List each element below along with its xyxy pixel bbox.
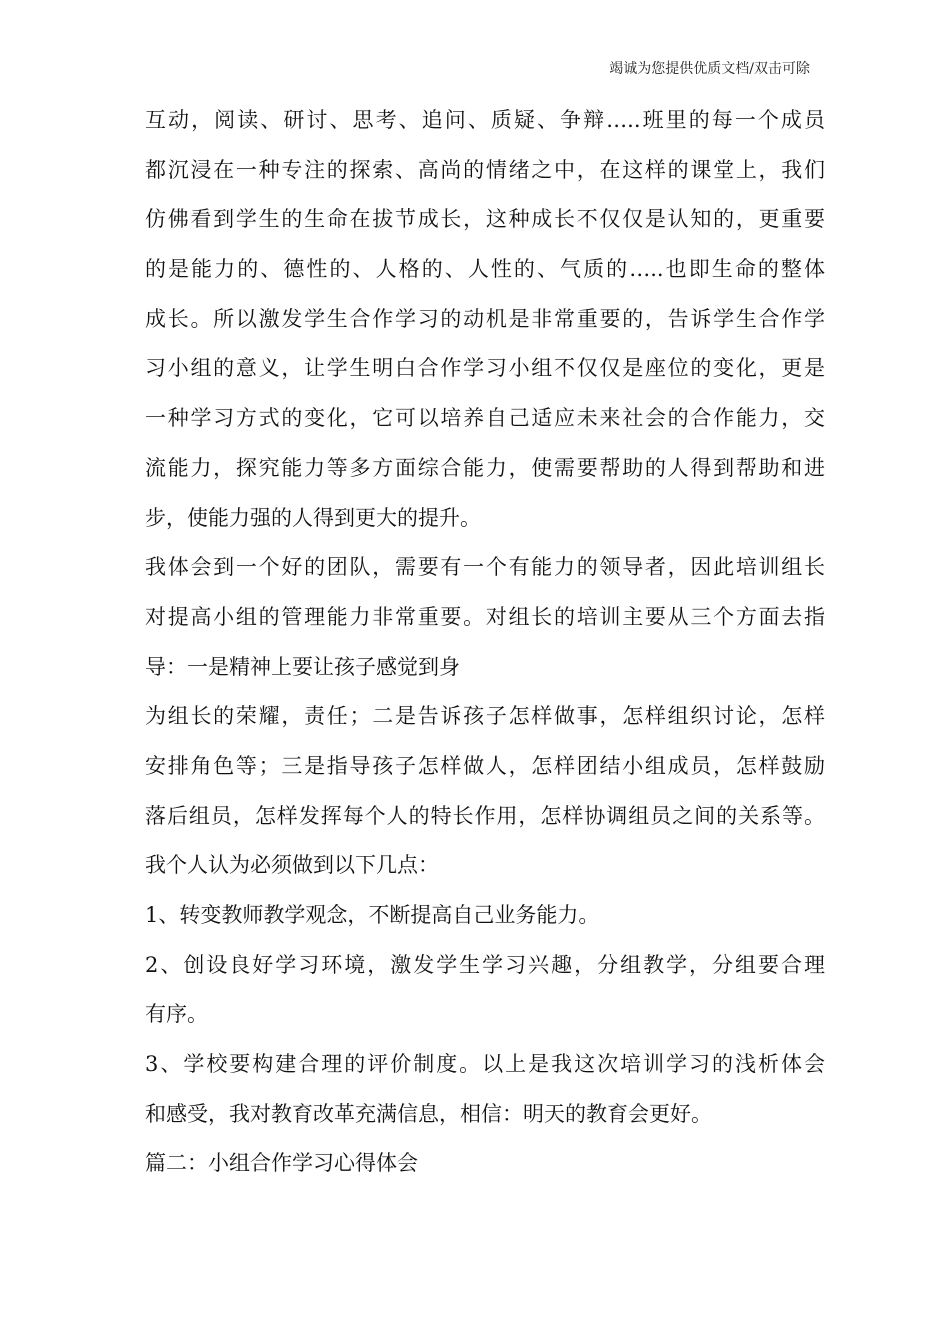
text-line: 习小组的意义，让学生明白合作学习小组不仅仅是座位的变化，更是: [145, 356, 825, 381]
text-line: 有序。: [145, 1002, 208, 1027]
text-line: 安排角色等；三是指导孩子怎样做人，怎样团结小组成员，怎样鼓励: [145, 753, 825, 778]
text-line: 对提高小组的管理能力非常重要。对组长的培训主要从三个方面去指: [145, 604, 825, 629]
text-line: 的是能力的、德性的、人格的、人性的、气质的…..也即生命的整体: [145, 257, 825, 282]
text-line: 为组长的荣耀，责任；二是告诉孩子怎样做事，怎样组织讨论，怎样: [145, 704, 825, 729]
text-line: 导：一是精神上要让孩子感觉到身: [145, 654, 460, 679]
text-line: 互动，阅读、研讨、思考、追问、质疑、争辩…..班里的每一个成员: [145, 108, 825, 132]
text-line: 3、学校要构建合理的评价制度。以上是我这次培训学习的浅析体会: [145, 1052, 825, 1077]
text-line: 1、转变教师教学观念，不断提高自己业务能力。: [145, 903, 600, 927]
text-line: 成长。所以激发学生合作学习的动机是非常重要的，告诉学生合作学: [145, 306, 825, 331]
text-line: 步，使能力强的人得到更大的提升。: [145, 505, 481, 530]
document-body: [145, 96, 825, 1189]
text-line: 一种学习方式的变化，它可以培养自己适应未来社会的合作能力，交: [145, 406, 825, 431]
text-line: 我体会到一个好的团队，需要有一个有能力的领导者，因此培训组长: [145, 555, 825, 580]
text-line: 和感受，我对教育改革充满信息，相信：明天的教育会更好。: [145, 1101, 712, 1126]
text-line: 仿佛看到学生的生命在拔节成长，这种成长不仅仅是认知的，更重要: [145, 207, 825, 232]
text-line: 我个人认为必须做到以下几点：: [145, 853, 439, 878]
text-line: 流能力，探究能力等多方面综合能力，使需要帮助的人得到帮助和进: [145, 455, 825, 480]
header-note: 竭诚为您提供优质文档/双击可除: [609, 61, 810, 77]
text-line: 2、创设良好学习环境，激发学生学习兴趣，分组教学，分组要合理: [145, 952, 825, 977]
text-line: 篇二：小组合作学习心得体会: [145, 1151, 418, 1176]
text-line: 落后组员，怎样发挥每个人的特长作用，怎样协调组员之间的关系等。: [145, 803, 825, 828]
text-line: 都沉浸在一种专注的探索、高尚的情绪之中，在这样的课堂上，我们: [145, 157, 825, 182]
